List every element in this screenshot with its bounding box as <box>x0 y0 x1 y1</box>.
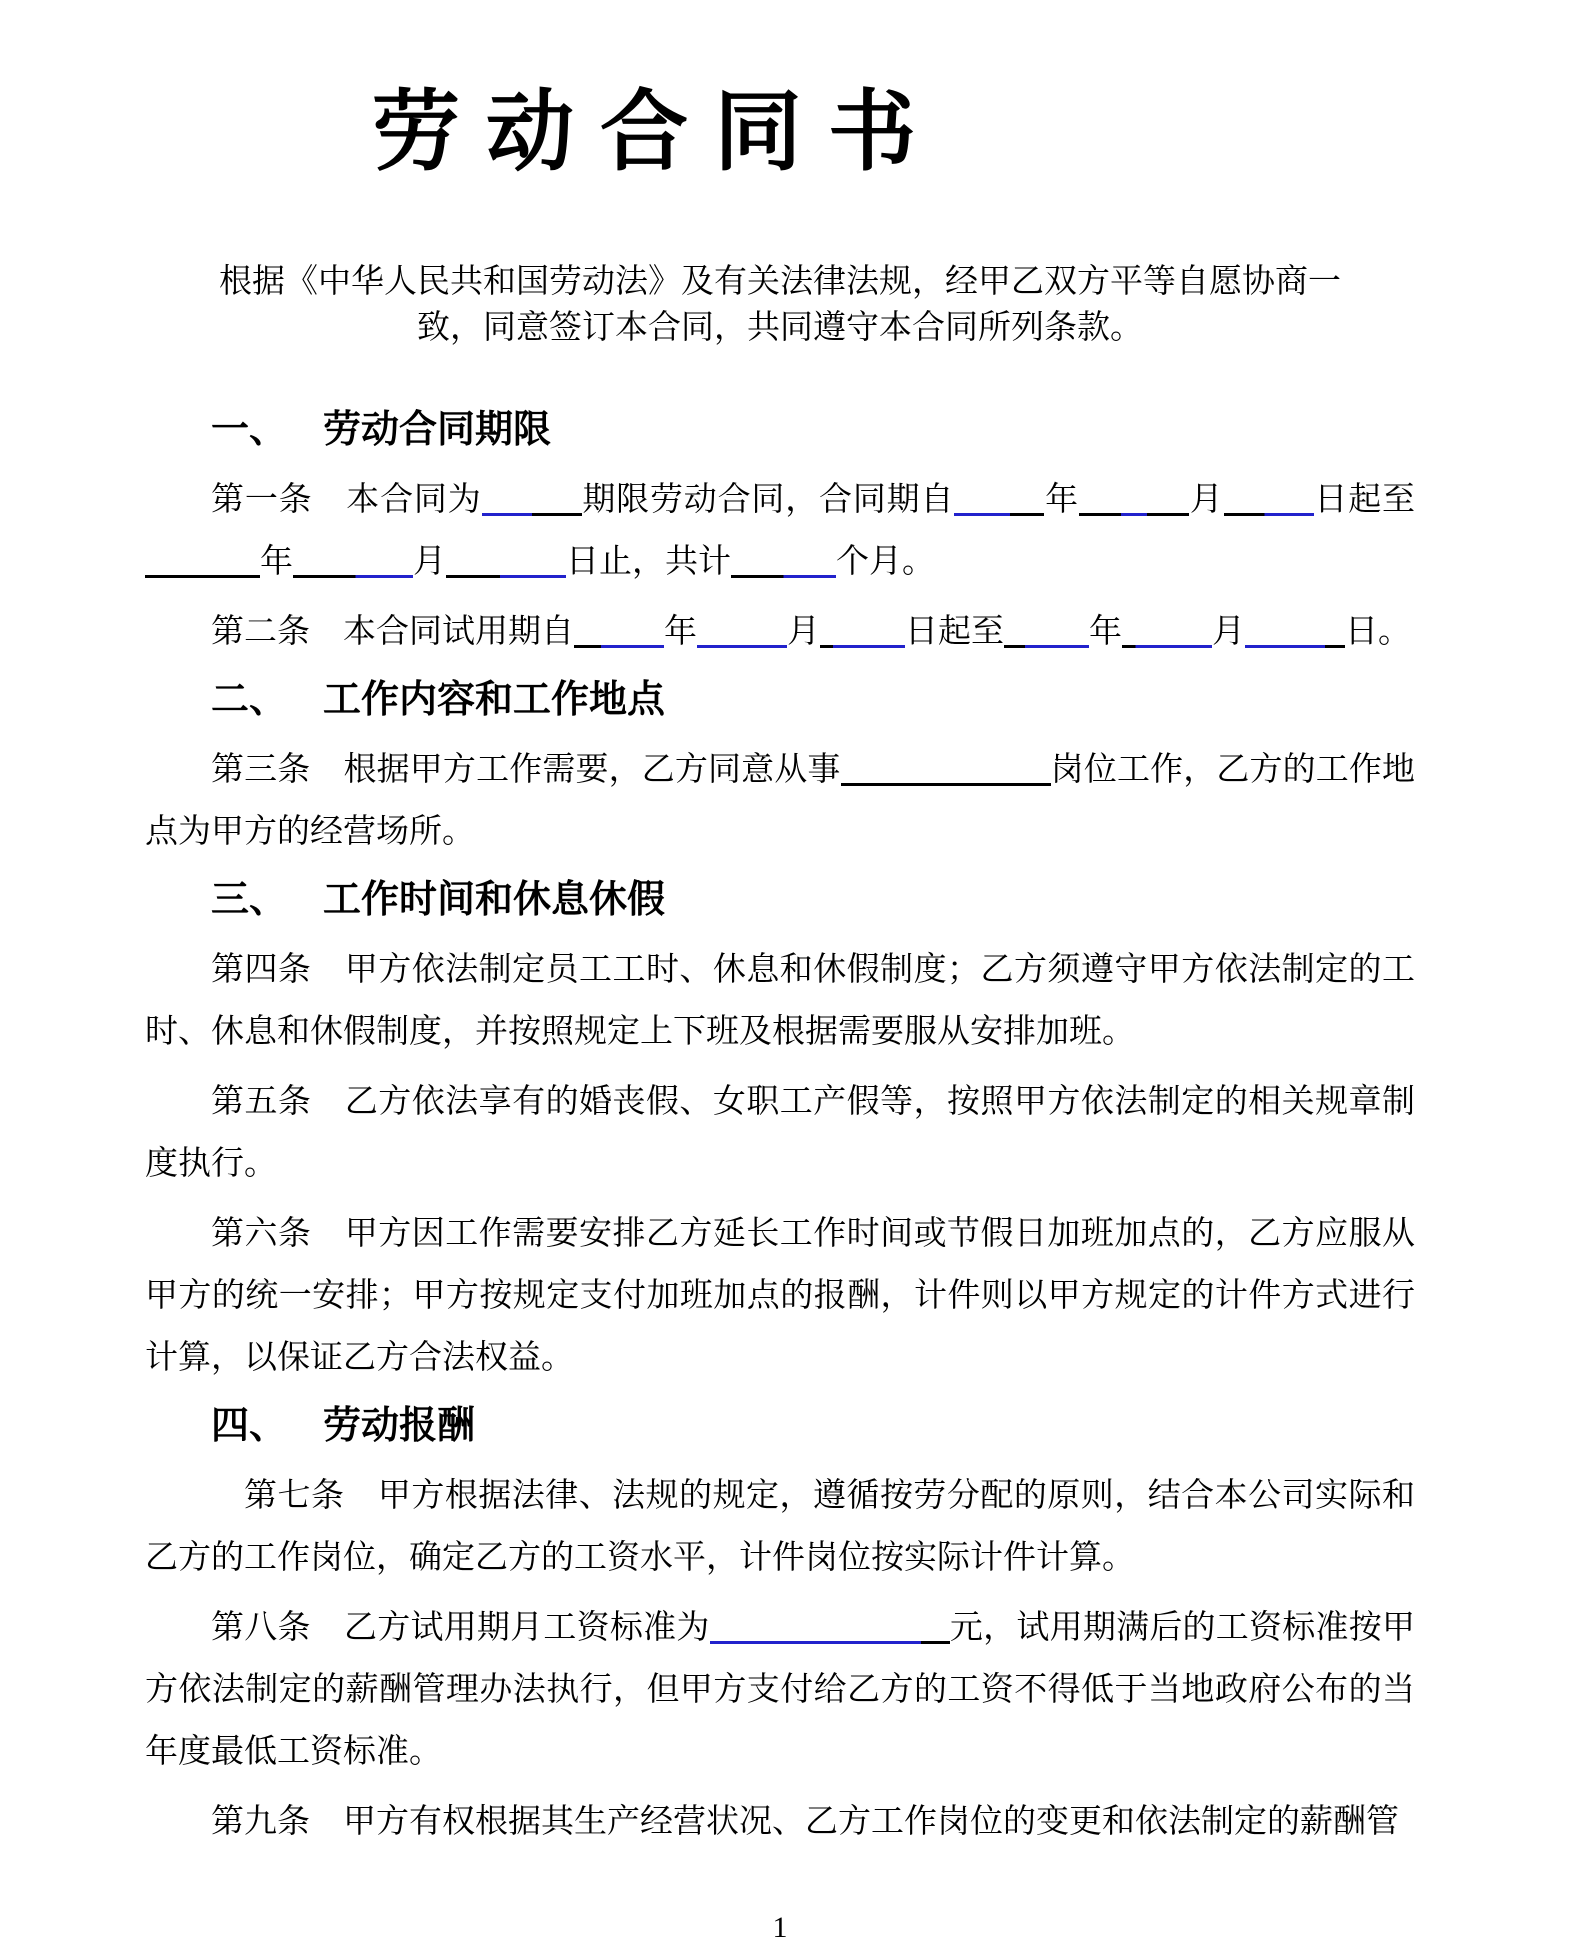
blank-field <box>697 615 787 648</box>
clause-9 <box>145 1791 1415 1853</box>
clause-text: 月 <box>1212 614 1245 650</box>
section-number: 二、 <box>211 679 288 721</box>
clause-5 <box>145 1071 1415 1195</box>
blank-field <box>446 545 566 578</box>
clause-text: 第九条 甲方有权根据其生产经营状况、乙方工作岗位的变更和依法制定的薪酬管 <box>211 1804 1399 1840</box>
section-number: 一、 <box>211 409 288 451</box>
clause-text: 第一条 本合同为 <box>211 482 482 518</box>
clause-text: 日起至 <box>905 614 1004 650</box>
blank-field <box>1004 615 1089 648</box>
section-title: 劳动报酬 <box>323 1405 476 1447</box>
blank-field <box>293 545 413 578</box>
clause-text: 年 <box>1044 482 1079 518</box>
clause-text: 第二条 本合同试用期自 <box>211 614 574 650</box>
section-heading-3 <box>145 869 1415 931</box>
clause-text: 月 <box>787 614 820 650</box>
clause-text: 元，试用期满后的工资标准按甲方依法制定的薪酬管理办法执行，但甲方支付给乙方的工资不得低于当地政府公布的当年度最低工资标准。 <box>145 1610 1416 1770</box>
section-number: 三、 <box>211 879 288 921</box>
clause-text: 月 <box>413 544 446 580</box>
page-number: 1 <box>772 1911 788 1944</box>
clause-text: 第三条 根据甲方工作需要，乙方同意从事 <box>211 752 841 788</box>
clause-8 <box>145 1597 1415 1783</box>
clause-2 <box>145 601 1415 663</box>
clause-1 <box>145 469 1415 593</box>
section-title: 工作时间和休息休假 <box>323 879 666 921</box>
blank-field <box>145 545 260 578</box>
document-body <box>145 399 1415 1853</box>
clause-text: 日止，共计 <box>566 544 731 580</box>
clause-text: 期限劳动合同，合同期自 <box>581 482 955 518</box>
blank-field <box>954 483 1044 516</box>
section-number: 四、 <box>211 1405 288 1447</box>
clause-text: 年 <box>664 614 697 650</box>
blank-field <box>710 1611 950 1644</box>
clause-text: 岗位工作，乙方的工作地点为甲方的经营场所。 <box>145 752 1416 850</box>
section-heading-2 <box>145 669 1415 731</box>
clause-3 <box>145 739 1415 863</box>
contract-title: 劳 动 合 同 书 <box>371 85 918 182</box>
blank-field <box>1122 615 1212 648</box>
clause-text: 年 <box>260 544 293 580</box>
clause-text: 第五条 乙方依法享有的婚丧假、女职工产假等，按照甲方依法制定的相关规章制度执行。 <box>145 1084 1415 1182</box>
clause-text: 月 <box>1188 482 1224 518</box>
clause-text: 年 <box>1089 614 1122 650</box>
blank-field <box>820 615 905 648</box>
clause-4 <box>145 939 1415 1063</box>
blank-field <box>841 753 1051 786</box>
section-title: 劳动合同期限 <box>323 409 552 451</box>
section-heading-4 <box>145 1395 1415 1457</box>
blank-field <box>731 545 836 578</box>
section-title: 工作内容和工作地点 <box>323 679 666 721</box>
clause-text: 第四条 甲方依法制定员工工时、休息和休假制度；乙方须遵守甲方依法制定的工时、休息和休假制度，并按照规定上下班及根据需要服从安排加班。 <box>145 952 1415 1050</box>
blank-field <box>482 483 582 516</box>
blank-field <box>1224 483 1314 516</box>
clause-text: 日。 <box>1345 614 1411 650</box>
clause-7 <box>145 1465 1415 1589</box>
section-heading-1 <box>145 399 1415 461</box>
clause-text: 第六条 甲方因工作需要安排乙方延长工作时间或节假日加班加点的，乙方应服从甲方的统一安排；甲方按规定支付加班加点的报酬，计件则以甲方规定的计件方式进行计算，以保证乙方合法权益。 <box>145 1216 1415 1376</box>
clause-text: 日起至 <box>1313 482 1416 518</box>
clause-text: 个月。 <box>836 544 935 580</box>
clause-text: 第七条 甲方根据法律、法规的规定，遵循按劳分配的原则，结合本公司实际和乙方的工作岗位，确定乙方的工资水平，计件岗位按实际计件计算。 <box>145 1478 1415 1576</box>
clause-text: 第八条 乙方试用期月工资标准为 <box>211 1610 710 1646</box>
blank-field <box>574 615 664 648</box>
blank-field <box>1245 615 1345 648</box>
clause-6 <box>145 1203 1415 1389</box>
intro-paragraph: 根据《中华人民共和国劳动法》及有关法律法规，经甲乙双方平等自愿协商一致，同意签订本合同，共同遵守本合同所列条款。 <box>219 264 1341 346</box>
blank-field <box>1079 483 1189 516</box>
